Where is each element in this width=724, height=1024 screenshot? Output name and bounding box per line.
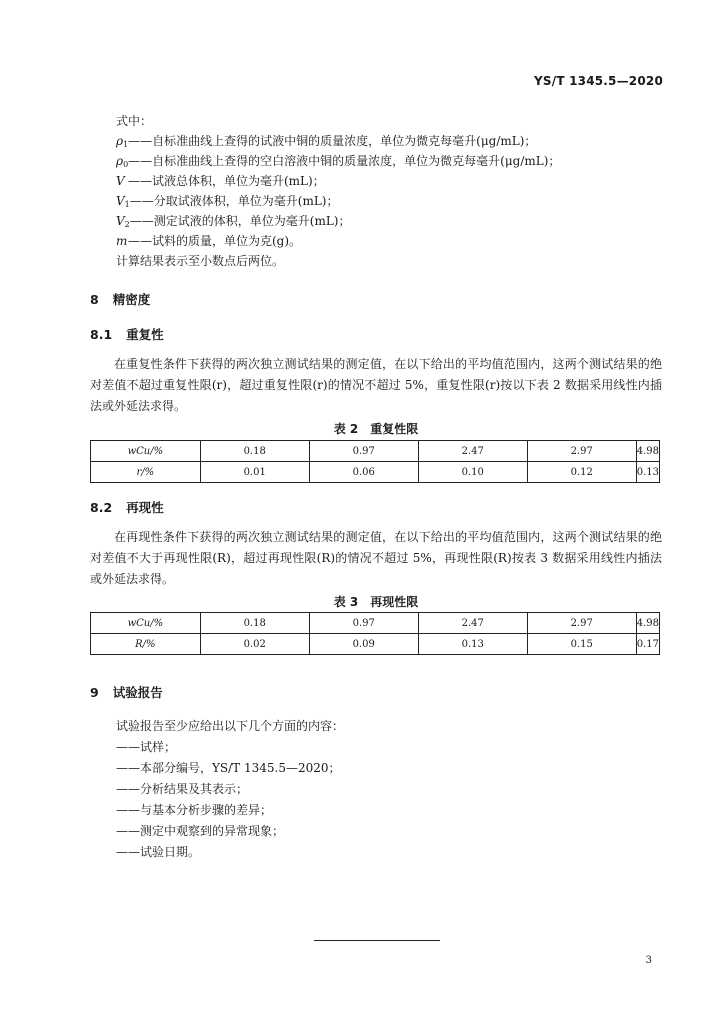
- legend-symbol: $V_2$: [116, 214, 130, 229]
- legend-item: [116, 232, 301, 254]
- end-rule: [314, 940, 440, 941]
- result-note: 计算结果表示至小数点后两位。: [116, 254, 285, 268]
- table-cell: 2.97: [527, 613, 636, 634]
- legend-dash: ——: [128, 174, 152, 188]
- table-3-caption: [90, 593, 662, 610]
- legend-item: [116, 172, 325, 194]
- legend-text: 分取试液体积，单位为毫升(mL)；: [153, 194, 339, 208]
- legend-dash: ——: [129, 214, 154, 228]
- section-title: 重复性: [126, 327, 164, 342]
- section-number: 8.2: [90, 500, 113, 515]
- table-cell: 0.18: [200, 441, 309, 462]
- table-cell: 0.97: [309, 613, 418, 634]
- row-label: wCu/%: [91, 441, 201, 462]
- list-item: ——分析结果及其表示；: [116, 782, 249, 796]
- table-cell: 0.13: [636, 462, 659, 483]
- standard-code: YS/T 1345.5—2020: [534, 74, 663, 88]
- table-cell: 0.01: [200, 462, 309, 483]
- report-intro: 试验报告至少应给出以下几个方面的内容：: [116, 719, 345, 733]
- table-cell: 2.47: [418, 441, 527, 462]
- table-row: [91, 462, 660, 483]
- table-cell: 0.06: [309, 462, 418, 483]
- section-title: 再现性: [126, 500, 164, 515]
- legend-symbol: $\rho_0$: [116, 154, 129, 169]
- reproducibility-table: [90, 612, 660, 655]
- table-cell: 0.13: [418, 634, 527, 655]
- section-number: 8.1: [90, 327, 113, 342]
- caption-title: 重复性限: [370, 422, 419, 436]
- list-item: ——试样；: [116, 740, 177, 754]
- legend-item: [116, 192, 338, 214]
- legend-text: 自标准曲线上查得的空白溶液中铜的质量浓度，单位为微克每毫升(μg/mL)；: [152, 154, 561, 168]
- table-cell: 2.97: [527, 441, 636, 462]
- caption-title: 再现性限: [370, 595, 419, 609]
- row-label: wCu/%: [91, 613, 201, 634]
- legend-dash: ——: [128, 134, 153, 148]
- table-row: [91, 441, 660, 462]
- repeatability-paragraph: [90, 354, 662, 417]
- legend-symbol: $\rho_1$: [116, 134, 129, 149]
- section-8-heading: [90, 290, 150, 308]
- legend-intro: 式中：: [116, 114, 153, 128]
- caption-number: 表 2: [333, 422, 359, 436]
- legend-text: 测定试液的体积，单位为毫升(mL)；: [153, 214, 351, 228]
- section-title: 试验报告: [112, 685, 163, 700]
- reproducibility-paragraph: [90, 527, 662, 590]
- list-item: ——与基本分析步骤的差异；: [116, 803, 273, 817]
- legend-symbol: m: [116, 234, 128, 248]
- table-row: [91, 613, 660, 634]
- caption-number: 表 3: [333, 595, 359, 609]
- table-cell: 0.12: [527, 462, 636, 483]
- paragraph-text: 在重复性条件下获得的两次独立测试结果的测定值，在以下给出的平均值范围内，这两个测试结果的绝对差值不超过重复性限(r)，超过重复性限(r)的情况不超过 5%，重复性限(r)按以下表 2 数据采用线性内插法或外延法求得。: [90, 357, 662, 413]
- legend-item: [116, 212, 350, 234]
- legend-text: 试料的质量，单位为克(g)。: [152, 234, 302, 248]
- legend-text: 自标准曲线上查得的试液中铜的质量浓度，单位为微克每毫升(μg/mL)；: [152, 134, 537, 148]
- legend-dash: ——: [129, 194, 154, 208]
- page-number: 3: [645, 955, 652, 966]
- table-cell: 4.98: [636, 441, 659, 462]
- row-label: R/%: [91, 634, 201, 655]
- list-item: ——试验日期。: [116, 845, 201, 859]
- table-cell: 0.15: [527, 634, 636, 655]
- table-cell: 2.47: [418, 613, 527, 634]
- section-number: 8: [90, 292, 99, 307]
- table-cell: 4.98: [636, 613, 659, 634]
- report-contents: [116, 716, 344, 863]
- table-cell: 0.17: [636, 634, 659, 655]
- legend-symbol: V: [116, 174, 125, 188]
- table-cell: 0.02: [200, 634, 309, 655]
- section-8-1-heading: [90, 325, 164, 343]
- legend-dash: ——: [128, 234, 152, 248]
- list-item: ——测定中观察到的异常现象；: [116, 824, 285, 838]
- table-2-caption: [90, 420, 662, 437]
- table-cell: 0.18: [200, 613, 309, 634]
- table-row: [91, 634, 660, 655]
- row-label: r/%: [91, 462, 201, 483]
- paragraph-text: 在再现性条件下获得的两次独立测试结果的测定值，在以下给出的平均值范围内，这两个测试结果的绝对差值不大于再现性限(R)，超过再现性限(R)的情况不超过 5%，再现性限(R)按表 3 数据采用线性内插法或外延法求得。: [90, 530, 662, 586]
- table-cell: 0.09: [309, 634, 418, 655]
- legend-text: 试液总体积，单位为毫升(mL)；: [152, 174, 325, 188]
- legend-dash: ——: [128, 154, 153, 168]
- section-8-2-heading: [90, 498, 164, 516]
- section-number: 9: [90, 685, 99, 700]
- legend-item: [116, 152, 560, 174]
- repeatability-table: [90, 440, 660, 483]
- legend-symbol: $V_1$: [116, 194, 130, 209]
- legend-item: [116, 132, 536, 154]
- section-9-heading: [90, 683, 163, 701]
- section-title: 精密度: [112, 292, 151, 307]
- table-cell: 0.97: [309, 441, 418, 462]
- table-cell: 0.10: [418, 462, 527, 483]
- list-item: ——本部分编号，YS/T 1345.5—2020；: [116, 761, 341, 775]
